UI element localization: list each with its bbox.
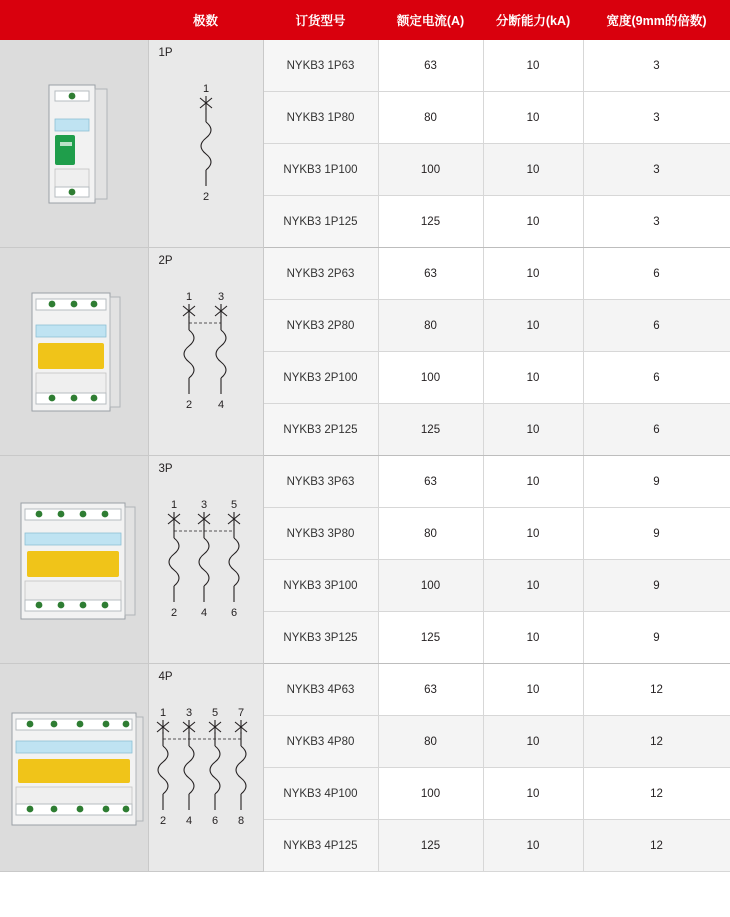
current-cell: 125 bbox=[378, 404, 483, 456]
current-cell: 125 bbox=[378, 612, 483, 664]
svg-text:1: 1 bbox=[185, 290, 192, 303]
svg-text:3: 3 bbox=[217, 290, 224, 303]
model-cell: NYKB3 4P63 bbox=[263, 664, 378, 716]
breaking-cell: 10 bbox=[483, 560, 583, 612]
product-photo-3p bbox=[0, 456, 148, 663]
header-cell-poles: 极数 bbox=[148, 0, 263, 40]
svg-text:8: 8 bbox=[237, 814, 244, 827]
table-header bbox=[0, 0, 730, 40]
width-cell: 3 bbox=[583, 40, 730, 92]
svg-text:5: 5 bbox=[230, 498, 237, 511]
model-cell: NYKB3 4P100 bbox=[263, 768, 378, 820]
header-cell-current: 额定电流(A) bbox=[378, 0, 483, 40]
breaking-cell: 10 bbox=[483, 300, 583, 352]
svg-text:4: 4 bbox=[217, 398, 224, 411]
svg-text:2: 2 bbox=[185, 398, 192, 411]
breaking-cell: 10 bbox=[483, 664, 583, 716]
model-cell: NYKB3 3P100 bbox=[263, 560, 378, 612]
svg-text:2: 2 bbox=[202, 190, 209, 203]
current-cell: 100 bbox=[378, 352, 483, 404]
model-cell: NYKB3 2P63 bbox=[263, 248, 378, 300]
wiring-diagram-1p-icon bbox=[166, 74, 246, 214]
header-cell-image bbox=[0, 0, 148, 40]
svg-text:3: 3 bbox=[185, 706, 192, 719]
model-cell: NYKB3 3P63 bbox=[263, 456, 378, 508]
width-cell: 12 bbox=[583, 716, 730, 768]
table-body bbox=[0, 40, 730, 872]
header-cell-width: 宽度(9mm的倍数) bbox=[583, 0, 730, 40]
table-row bbox=[0, 456, 730, 508]
svg-text:4: 4 bbox=[185, 814, 192, 827]
pole-label-1p: 1P bbox=[158, 47, 173, 59]
header-cell-breaking: 分断能力(kA) bbox=[483, 0, 583, 40]
header-cell-model: 订货型号 bbox=[263, 0, 378, 40]
width-cell: 3 bbox=[583, 196, 730, 248]
width-cell: 3 bbox=[583, 144, 730, 196]
svg-text:7: 7 bbox=[237, 706, 244, 719]
table-row bbox=[0, 40, 730, 92]
svg-text:6: 6 bbox=[230, 606, 237, 619]
pole-label-2p: 2P bbox=[158, 255, 173, 267]
model-cell: NYKB3 3P80 bbox=[263, 508, 378, 560]
width-cell: 9 bbox=[583, 560, 730, 612]
svg-text:5: 5 bbox=[211, 706, 218, 719]
wiring-diagram-4p bbox=[149, 664, 263, 871]
product-photo-cell-4p bbox=[0, 664, 148, 872]
width-cell: 12 bbox=[583, 664, 730, 716]
current-cell: 80 bbox=[378, 92, 483, 144]
current-cell: 63 bbox=[378, 40, 483, 92]
table-header-row bbox=[0, 0, 730, 40]
breaking-cell: 10 bbox=[483, 248, 583, 300]
breaking-cell: 10 bbox=[483, 716, 583, 768]
width-cell: 6 bbox=[583, 352, 730, 404]
breaking-cell: 10 bbox=[483, 352, 583, 404]
pole-diagram-cell-1p bbox=[148, 40, 263, 248]
width-cell: 6 bbox=[583, 248, 730, 300]
current-cell: 63 bbox=[378, 664, 483, 716]
breaker-photo-2p-icon bbox=[14, 287, 134, 417]
product-photo-cell-3p bbox=[0, 456, 148, 664]
model-cell: NYKB3 1P125 bbox=[263, 196, 378, 248]
wiring-diagram-1p bbox=[149, 40, 263, 247]
breaking-cell: 10 bbox=[483, 612, 583, 664]
width-cell: 6 bbox=[583, 300, 730, 352]
product-photo-4p bbox=[0, 664, 148, 871]
pole-label-4p: 4P bbox=[158, 671, 173, 683]
wiring-diagram-2p-icon bbox=[161, 282, 251, 422]
pole-diagram-cell-4p bbox=[148, 664, 263, 872]
svg-text:1: 1 bbox=[159, 706, 166, 719]
model-cell: NYKB3 3P125 bbox=[263, 612, 378, 664]
product-photo-cell-2p bbox=[0, 248, 148, 456]
product-photo-1p bbox=[0, 40, 148, 247]
svg-text:2: 2 bbox=[170, 606, 177, 619]
width-cell: 6 bbox=[583, 404, 730, 456]
current-cell: 100 bbox=[378, 560, 483, 612]
pole-label-3p: 3P bbox=[158, 463, 173, 475]
breaking-cell: 10 bbox=[483, 404, 583, 456]
current-cell: 80 bbox=[378, 300, 483, 352]
width-cell: 9 bbox=[583, 508, 730, 560]
current-cell: 125 bbox=[378, 820, 483, 872]
svg-text:1: 1 bbox=[202, 82, 209, 95]
model-cell: NYKB3 2P80 bbox=[263, 300, 378, 352]
model-cell: NYKB3 1P80 bbox=[263, 92, 378, 144]
model-cell: NYKB3 2P125 bbox=[263, 404, 378, 456]
breaking-cell: 10 bbox=[483, 768, 583, 820]
product-photo-2p bbox=[0, 248, 148, 455]
svg-text:1: 1 bbox=[170, 498, 177, 511]
model-cell: NYKB3 4P125 bbox=[263, 820, 378, 872]
table-row bbox=[0, 248, 730, 300]
wiring-diagram-3p bbox=[149, 456, 263, 663]
current-cell: 80 bbox=[378, 508, 483, 560]
current-cell: 100 bbox=[378, 768, 483, 820]
svg-text:2: 2 bbox=[159, 814, 166, 827]
model-cell: NYKB3 2P100 bbox=[263, 352, 378, 404]
model-cell: NYKB3 1P100 bbox=[263, 144, 378, 196]
breaker-photo-1p-icon bbox=[19, 79, 129, 209]
width-cell: 9 bbox=[583, 456, 730, 508]
width-cell: 9 bbox=[583, 612, 730, 664]
breaker-photo-4p-icon bbox=[4, 703, 144, 833]
wiring-diagram-3p-icon bbox=[156, 490, 256, 630]
breaking-cell: 10 bbox=[483, 40, 583, 92]
breaking-cell: 10 bbox=[483, 456, 583, 508]
current-cell: 125 bbox=[378, 196, 483, 248]
breaking-cell: 10 bbox=[483, 92, 583, 144]
width-cell: 12 bbox=[583, 768, 730, 820]
breaking-cell: 10 bbox=[483, 196, 583, 248]
pole-diagram-cell-3p bbox=[148, 456, 263, 664]
breaking-cell: 10 bbox=[483, 820, 583, 872]
breaker-photo-3p-icon bbox=[9, 495, 139, 625]
width-cell: 3 bbox=[583, 92, 730, 144]
width-cell: 12 bbox=[583, 820, 730, 872]
svg-text:4: 4 bbox=[200, 606, 207, 619]
current-cell: 80 bbox=[378, 716, 483, 768]
breaking-cell: 10 bbox=[483, 508, 583, 560]
pole-diagram-cell-2p bbox=[148, 248, 263, 456]
model-cell: NYKB3 4P80 bbox=[263, 716, 378, 768]
product-photo-cell-1p bbox=[0, 40, 148, 248]
wiring-diagram-4p-icon bbox=[151, 698, 261, 838]
table-row bbox=[0, 664, 730, 716]
model-cell: NYKB3 1P63 bbox=[263, 40, 378, 92]
svg-text:3: 3 bbox=[200, 498, 207, 511]
wiring-diagram-2p bbox=[149, 248, 263, 455]
current-cell: 63 bbox=[378, 248, 483, 300]
current-cell: 63 bbox=[378, 456, 483, 508]
svg-text:6: 6 bbox=[211, 814, 218, 827]
current-cell: 100 bbox=[378, 144, 483, 196]
breaking-cell: 10 bbox=[483, 144, 583, 196]
